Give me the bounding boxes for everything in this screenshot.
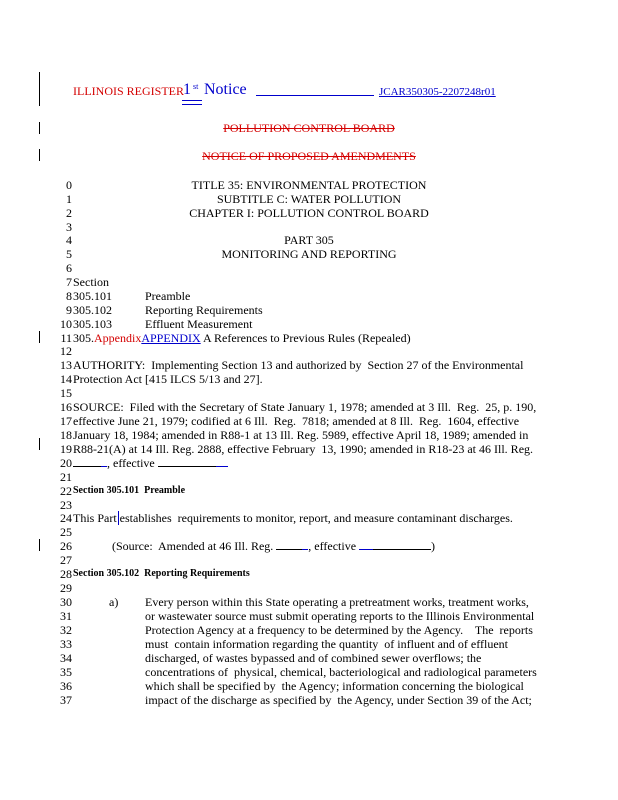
source-effective: , effective [107,456,155,470]
line-number: 10 [60,317,72,331]
appendix-prefix: 305. [73,331,94,345]
line-number: 4 [66,233,72,247]
item-line: impact of the discharge as specified by the Agency, under Section 39 of the Act; [145,693,532,707]
title-line: TITLE 35: ENVIRONMENTAL PROTECTION [191,178,427,192]
line-number: 19 [60,442,72,456]
line-number: 35 [60,665,72,679]
appendix-title: A References to Previous Rules (Repealed) [200,331,411,345]
blank-field [373,539,431,550]
line-number: 2 [66,206,72,220]
section-heading: Section 305.101 Preamble [73,485,186,496]
line-number: 5 [66,247,72,261]
toc-section: 305.101 [73,289,112,303]
blank-field [359,539,373,550]
deleted-text: Appendix [94,331,142,345]
source-note-text: , effective [308,539,360,553]
line-number: 15 [60,386,72,400]
part-number: PART 305 [284,233,334,247]
part-title: MONITORING AND REPORTING [221,247,397,261]
line-number: 12 [60,344,72,358]
line-number: 26 [60,539,72,553]
source-line: SOURCE: Filed with the Secretary of State January 1, 1978; amended at 3 Ill. Reg. 25, p. 190, [73,400,537,414]
source-end-line [73,456,228,470]
blank-field [276,539,302,550]
inserted-text: APPENDIX [141,331,201,345]
line-number: 22 [60,484,72,498]
line-number: 34 [60,651,72,665]
line-number: 9 [66,303,72,317]
line-number: 27 [60,553,72,567]
notice-title: NOTICE OF PROPOSED AMENDMENTS [202,149,416,163]
item-line: must contain information regarding the quantity of influent and of effluent [145,637,509,651]
line-number: 20 [60,456,72,470]
line-number: 8 [66,289,72,303]
deleted-space-mark [118,511,119,525]
item-line: Protection Agency at a frequency to be determined by the Agency. The reports [145,623,533,637]
line-number: 18 [60,428,72,442]
double-underline [182,100,202,105]
source-note-text: (Source: Amended at 46 Ill. Reg. [112,539,277,553]
item-line: or wastewater source must submit operating reports to the Illinois Environmental [145,609,535,623]
line-number: 30 [60,595,72,609]
line-number: 25 [60,525,72,539]
line-number: 6 [66,261,72,275]
body-text-part: establishes requirements to monitor, report, and measure contaminant discharges. [119,511,513,525]
line-number: 11 [60,331,72,345]
register-label: ILLINOIS REGISTER [73,84,184,98]
line-number: 24 [60,511,72,525]
line-number: 28 [60,567,72,581]
line-number: 37 [60,693,72,707]
blank-field [158,456,216,467]
line-number: 1 [66,192,72,206]
toc-heading: Section [73,275,109,289]
source-note-text: ) [431,539,436,553]
line-number: 32 [60,623,72,637]
chapter-line: CHAPTER I: POLLUTION CONTROL BOARD [189,206,429,220]
item-line: which shall be specified by the Agency; information concerning the biological [145,679,524,693]
line-number: 23 [60,498,72,512]
item-line: concentrations of physical, chemical, bacteriological and radiological parameters [145,665,537,679]
toc-title: Effluent Measurement [145,317,253,331]
item-line: Every person within this State operating a pretreatment works, treatment works, [145,595,529,609]
line-number: 3 [66,220,72,234]
agency-name: POLLUTION CONTROL BOARD [223,121,395,135]
item-label: a) [109,595,119,609]
item-line: discharged, of wastes bypassed and of combined sewer overflows; the [145,651,482,665]
body-text-part: This Part [73,511,117,525]
blank-field [73,456,101,467]
line-number: 13 [60,358,72,372]
subtitle-line: SUBTITLE C: WATER POLLUTION [216,192,402,206]
authority-line: Protection Act [415 ILCS 5/13 and 27]. [73,372,263,386]
line-number: 14 [60,372,72,386]
jcar-code: JCAR350305-2207248r01 [379,86,496,98]
toc-section: 305.102 [73,303,112,317]
line-number: 31 [60,609,72,623]
line-number: 7 [66,275,72,289]
toc-title: Reporting Requirements [145,303,263,317]
source-line: effective June 21, 1979; codified at 6 Ill. Reg. 7818; amended at 8 Ill. Reg. 1604, effective [73,414,520,428]
issue-superscript: st [193,82,199,91]
section-heading: Section 305.102 Reporting Requirements [73,568,250,579]
source-line: R88-21(A) at 14 Ill. Reg. 2888, effective February 13, 1990; amended in R18-23 at 46 Ill. Reg. [73,442,534,456]
change-bar [39,72,40,106]
blank-field [216,456,228,467]
source-note [112,539,435,553]
line-number: 16 [60,400,72,414]
line-number: 17 [60,414,72,428]
body-text [73,511,513,525]
issue-number: 1 [183,81,191,98]
notice-underline [256,95,374,96]
toc-section: 305.103 [73,317,112,331]
line-number: 29 [60,581,72,595]
line-number: 0 [66,178,72,192]
toc-title: Preamble [145,289,191,303]
line-number: 36 [60,679,72,693]
authority-line: AUTHORITY: Implementing Section 13 and authorized by Section 27 of the Environmental [73,358,524,372]
notice-label: Notice [204,81,247,98]
source-line: January 18, 1984; amended in R88-1 at 13 Ill. Reg. 5989, effective April 18, 1989; amended in [73,428,529,442]
line-number: 21 [60,470,72,484]
line-number: 33 [60,637,72,651]
toc-appendix [73,331,411,345]
